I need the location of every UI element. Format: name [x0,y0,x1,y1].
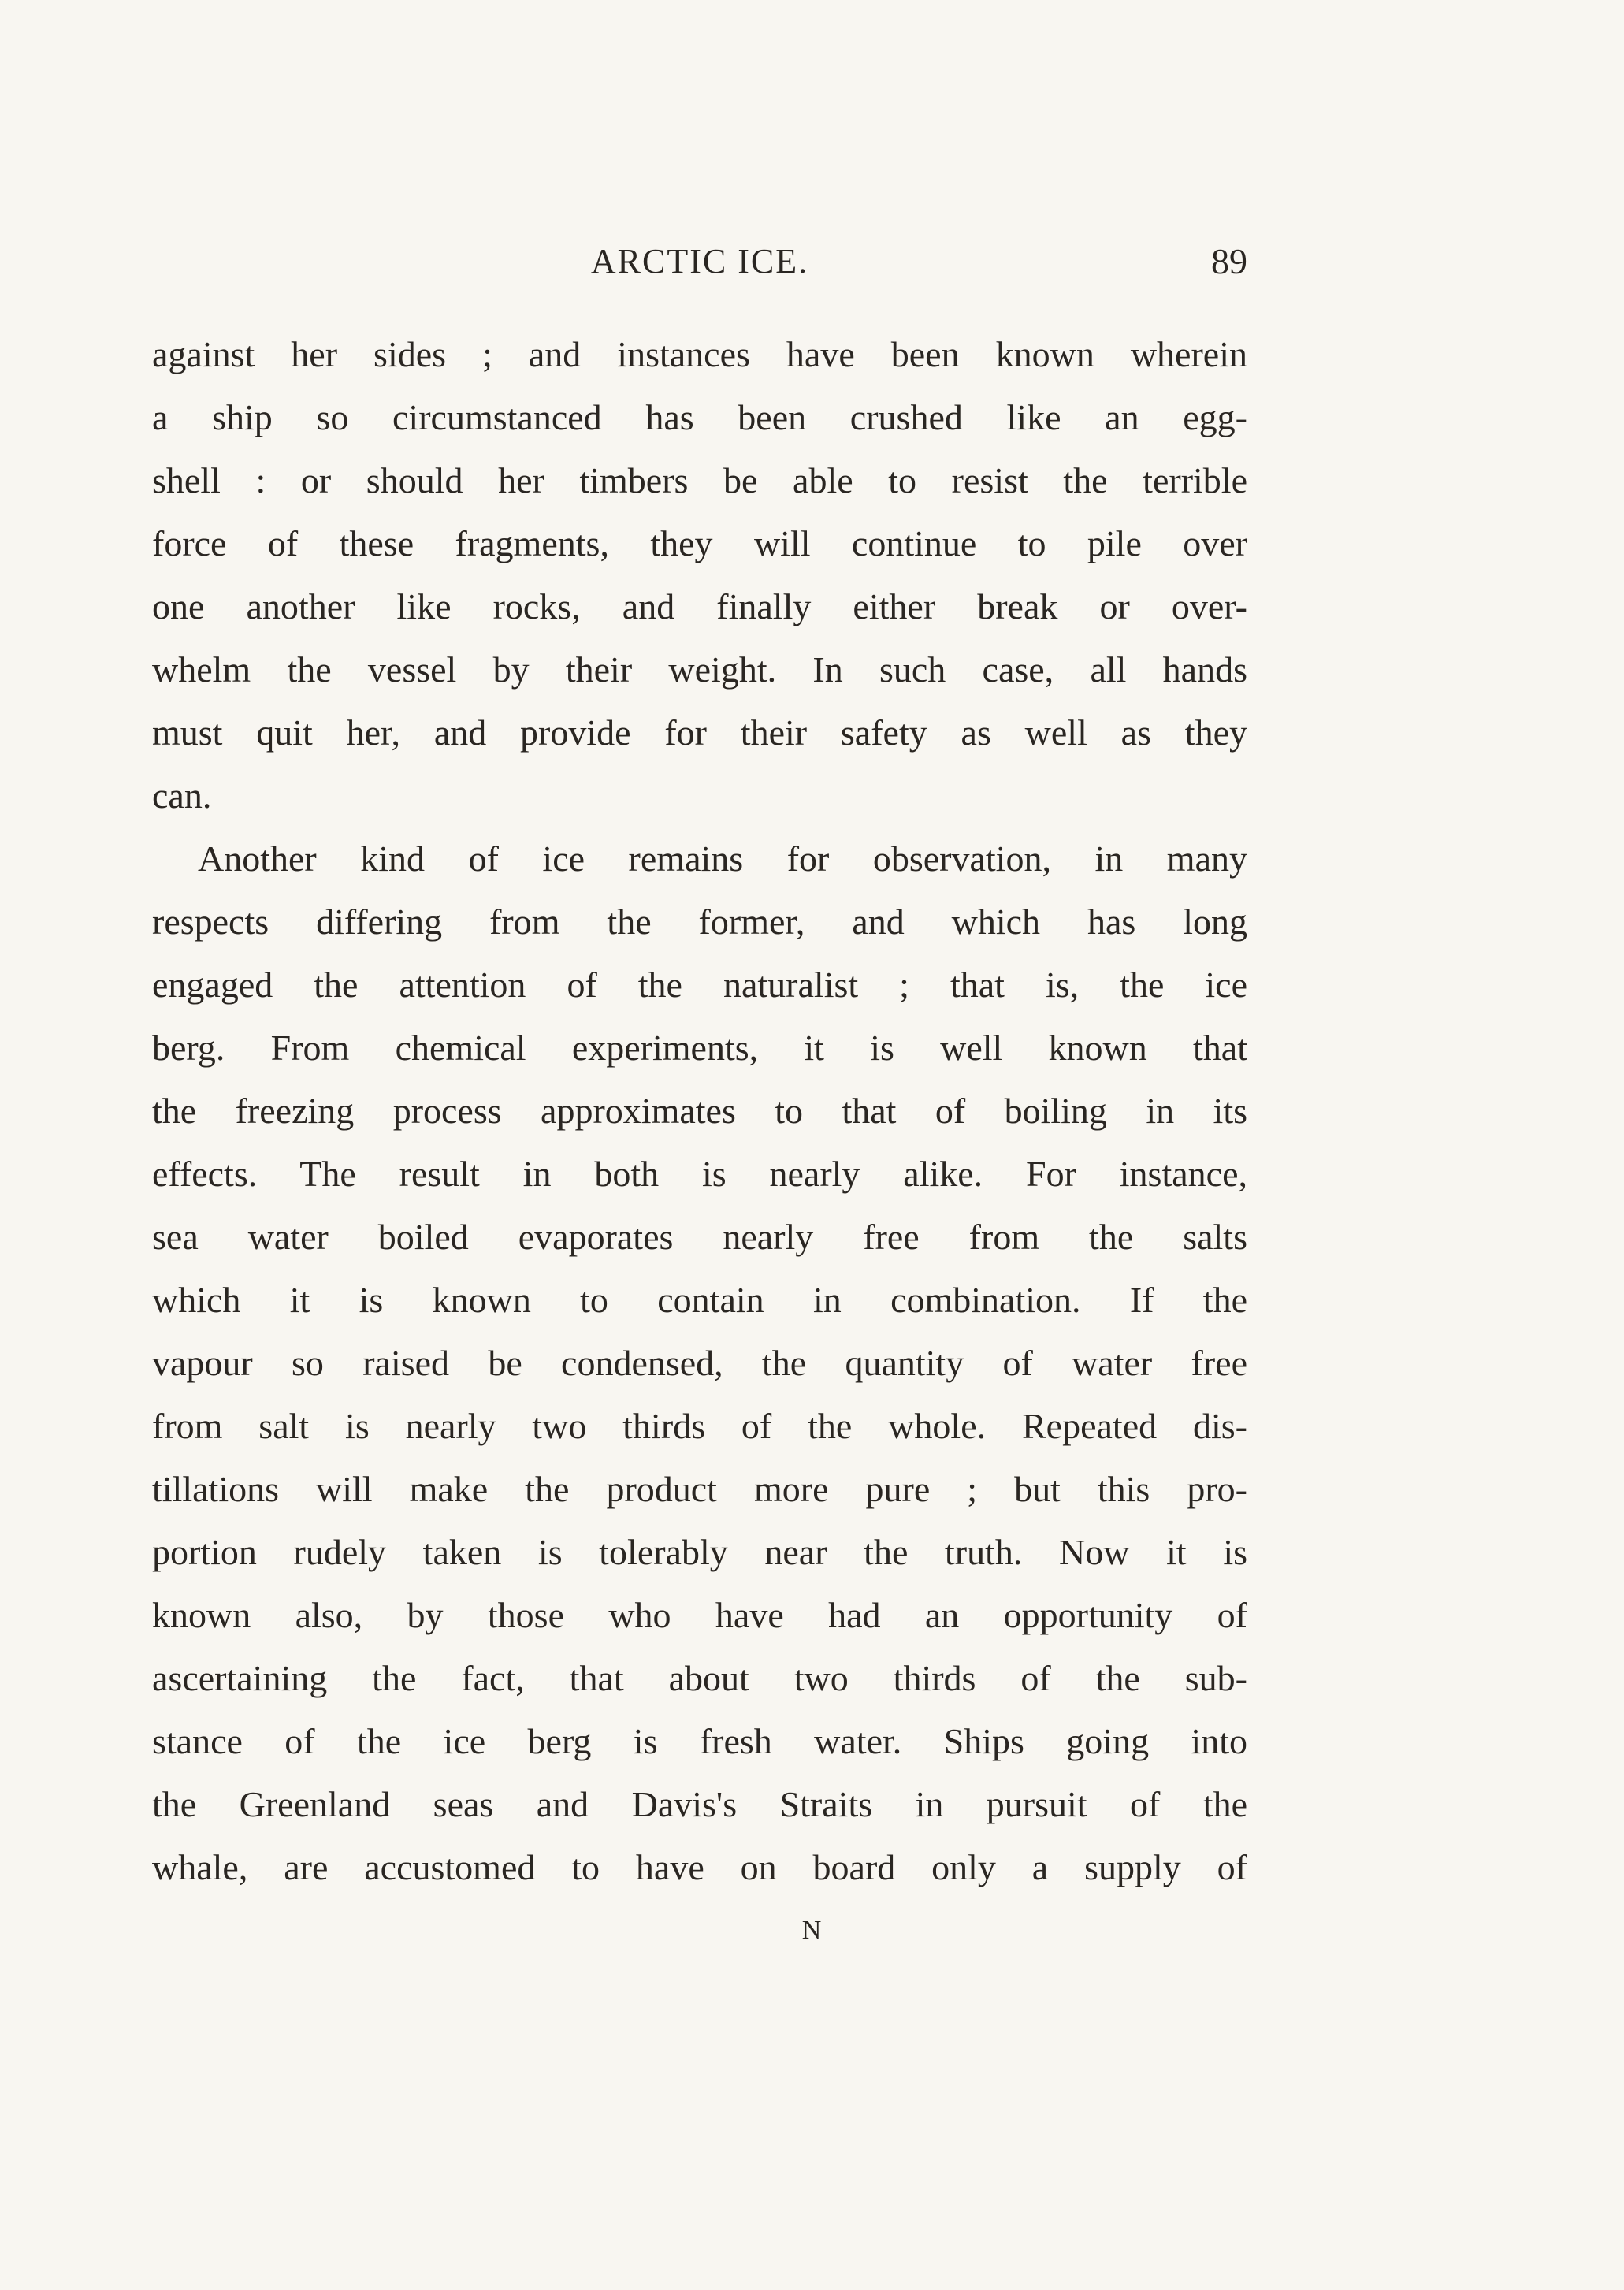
text-line: vapour so raised be condensed, the quantity of water free [152,1343,1247,1383]
text-line: which it is known to contain in combination. If the [152,1280,1247,1320]
page-number: 89 [1211,241,1247,281]
text-line: the Greenland seas and Davis's Straits in pursuit of the [152,1784,1247,1824]
text-line: engaged the attention of the naturalist ; that is, the ice [152,965,1247,1005]
text-line: effects. The result in both is nearly alike. For instance, [152,1154,1247,1194]
text-line: against her sides ; and instances have been known wherein [152,334,1247,374]
text-line: must quit her, and provide for their safety as well as they [152,712,1247,753]
text-line: the freezing process approximates to that of boiling in its [152,1091,1247,1131]
text-line: portion rudely taken is tolerably near the truth. Now it is [152,1532,1247,1572]
text-line: sea water boiled evaporates nearly free from the salts [152,1217,1247,1257]
text-line: a ship so circumstanced has been crushed like an egg- [152,397,1247,437]
text-line: berg. From chemical experiments, it is well known that [152,1028,1247,1068]
text-line: from salt is nearly two thirds of the whole. Repeated dis- [152,1406,1247,1446]
text-body [152,323,1247,1899]
text-line: whale, are accustomed to have on board only a supply of [152,1847,1247,1887]
signature-mark: N [801,1916,823,1945]
running-title: ARCTIC ICE. [590,242,809,281]
text-line: respects differing from the former, and which has long [152,902,1247,942]
text-line: Another kind of ice remains for observation, in many [198,838,1247,879]
running-head [152,236,1247,287]
text-line: can. [152,775,212,816]
text-line: force of these fragments, they will continue to pile over [152,523,1247,563]
text-line: whelm the vessel by their weight. In such case, all hands [152,649,1247,690]
text-line: ascertaining the fact, that about two thirds of the sub- [152,1658,1247,1698]
text-line: tillations will make the product more pure ; but this pro- [152,1469,1247,1509]
text-line: one another like rocks, and finally either break or over- [152,586,1247,626]
text-line: known also, by those who have had an opportunity of [152,1595,1247,1635]
text-line: shell : or should her timbers be able to resist the terrible [152,460,1247,500]
text-line: stance of the ice berg is fresh water. Ships going into [152,1721,1247,1761]
